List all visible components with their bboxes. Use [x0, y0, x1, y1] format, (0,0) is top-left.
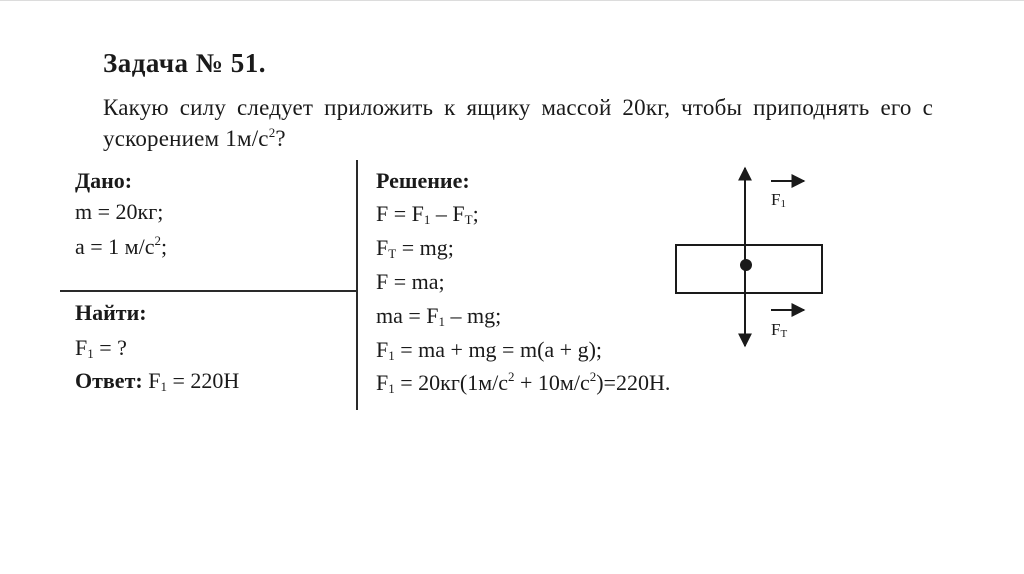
answer-subscript: 1 [160, 379, 167, 394]
given-mass: m = 20кг; [75, 199, 164, 224]
find-f1-symbol: F [75, 335, 88, 360]
solution-line-3: F = ma; [376, 269, 445, 294]
solution-line-6-c: + 10м/с [514, 370, 590, 395]
f1-label-subscript: 1 [780, 198, 786, 210]
given-acceleration-exponent: 2 [154, 233, 161, 248]
solution-line-4-b: – mg; [445, 303, 502, 328]
solution-line-2-sub: Т [388, 246, 397, 261]
solution-line-1 [376, 201, 479, 227]
solution-line-1-sub-1: 1 [423, 212, 431, 227]
solution-line-1-a: F = F [376, 201, 424, 226]
solution-line-6-sup-1: 2 [508, 369, 515, 384]
solution-line-2-a: F [376, 235, 389, 260]
solution-line-2 [376, 235, 454, 261]
solution-line-6-sub: 1 [388, 381, 395, 396]
solution-line-5-b: = ma + mg = m(a + g); [394, 337, 603, 362]
ft-label [771, 320, 787, 340]
center-of-mass-dot [740, 259, 752, 271]
force-diagram [660, 160, 840, 360]
question-exponent: 2 [268, 125, 276, 140]
given-acceleration-text: a = 1 м/с [75, 234, 155, 259]
question-text: Какую силу следует приложить к ящику массой 20кг, чтобы приподнять его с ускорением 1м/с [103, 95, 933, 151]
solution-heading: Решение: [376, 168, 470, 193]
solution-line-6-d: )=220Н. [596, 370, 671, 395]
given-heading: Дано: [75, 168, 133, 193]
given-acceleration-end: ; [160, 234, 168, 259]
horizontal-divider [60, 290, 358, 292]
find-f1-rest: = ? [93, 335, 127, 360]
solution-line-1-b: – F [430, 201, 465, 226]
solution-line-4 [376, 303, 501, 329]
ft-label-symbol: F [771, 320, 781, 339]
solution-line-4-a: ma = F [376, 303, 439, 328]
answer-value: = 220Н [166, 368, 240, 393]
answer-symbol: F [148, 368, 161, 393]
solution-line-5-sub: 1 [388, 348, 395, 363]
find-f1 [75, 335, 127, 361]
solution-line-1-sub-2: Т [464, 212, 473, 227]
solution-line-2-b: = mg; [396, 235, 454, 260]
question-end: ? [275, 126, 286, 151]
find-f1-subscript: 1 [87, 346, 94, 361]
solution-line-6-a: F [376, 370, 389, 395]
vertical-divider [356, 160, 358, 410]
solution-line-6 [376, 370, 670, 396]
solution-line-1-c: ; [472, 201, 479, 226]
f1-label-symbol: F [771, 190, 781, 209]
problem-title: Задача № 51. [103, 48, 266, 78]
solution-line-6-sup-2: 2 [589, 369, 597, 384]
find-heading: Найти: [75, 300, 147, 325]
ft-label-subscript: Т [780, 328, 788, 340]
solution-line-5-a: F [376, 337, 389, 362]
given-acceleration [75, 234, 167, 260]
f1-label [771, 190, 786, 210]
top-divider [0, 0, 1024, 1]
problem-question [103, 92, 933, 154]
answer-line [75, 368, 239, 394]
solution-line-6-b: = 20кг(1м/с [394, 370, 508, 395]
solution-line-4-sub: 1 [438, 314, 446, 329]
answer-label: Ответ: [75, 368, 149, 393]
solution-line-5 [376, 337, 602, 363]
